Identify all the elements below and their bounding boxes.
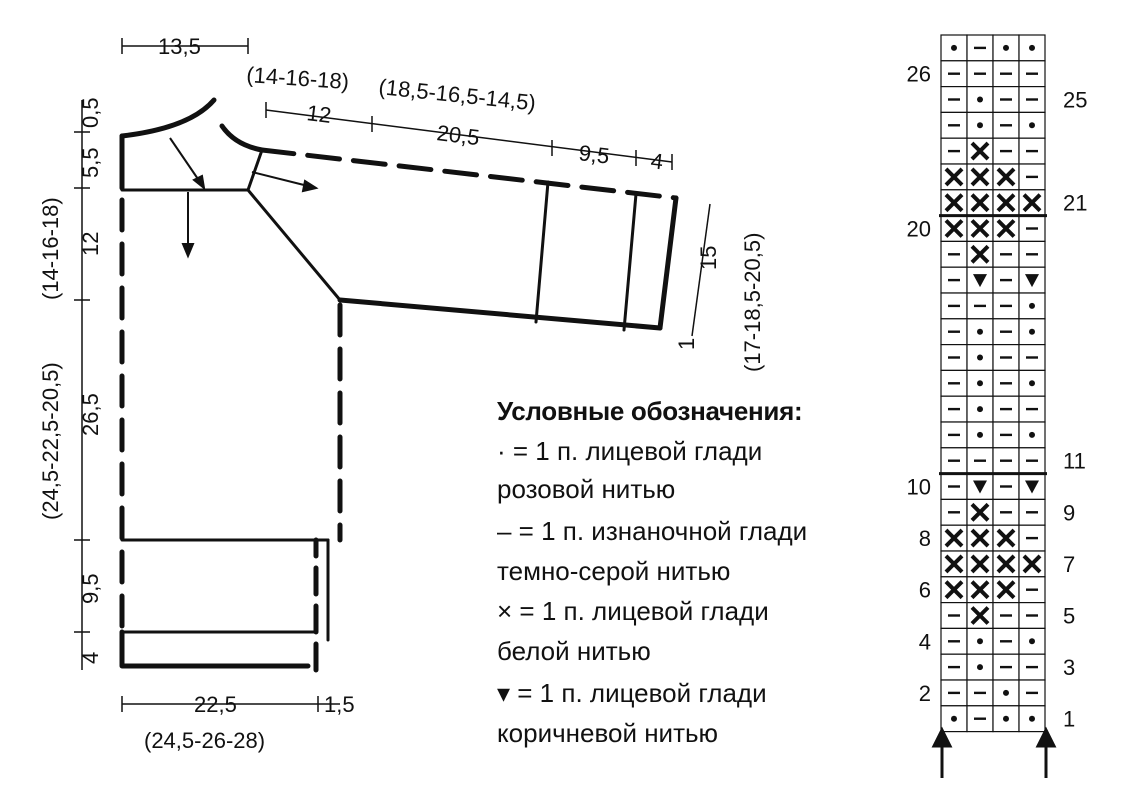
dim-left-12: 12 — [78, 231, 103, 256]
dim-cuff-1: 1 — [674, 337, 699, 350]
dim-neck-width: 13,5 — [158, 34, 201, 59]
pink-knit-dot — [1003, 690, 1009, 696]
dim-left-26-5: 26,5 — [78, 393, 103, 436]
dim-left-4: 4 — [78, 651, 103, 664]
chart-row-label-9: 9 — [1063, 500, 1076, 526]
legend-line-2: розовой нитью — [497, 474, 676, 504]
pink-knit-dot — [977, 355, 983, 361]
chart-arrows — [934, 730, 1054, 778]
chart-row-label-10: 10 — [906, 474, 931, 500]
pink-knit-dot — [977, 638, 983, 644]
dim-sleeve-12: 12 — [305, 100, 333, 128]
chart-row-label-1: 1 — [1063, 706, 1076, 732]
dim-left-sizes-top: (14-16-18) — [38, 197, 63, 300]
pink-knit-dot — [1029, 716, 1035, 722]
chart-row-label-6: 6 — [918, 577, 931, 603]
legend-line-6: белой нитью — [497, 636, 651, 666]
pink-knit-dot — [977, 329, 983, 335]
stitch-chart — [939, 35, 1047, 732]
pink-knit-dot — [977, 97, 983, 103]
pink-knit-dot — [1029, 329, 1035, 335]
dim-cuff-sizes: (17-18,5-20,5) — [740, 232, 765, 372]
legend-line-4: темно-серой нитью — [497, 556, 731, 586]
neck-curve-left — [122, 100, 214, 136]
dim-left-9-5: 9,5 — [78, 573, 103, 604]
legend-line-7: ▾ = 1 п. лицевой глади — [497, 678, 767, 708]
legend-line-1: · = 1 п. лицевой глади — [497, 436, 763, 466]
pink-knit-dot — [951, 716, 957, 722]
pink-knit-dot — [977, 122, 983, 128]
pink-knit-dot — [1029, 638, 1035, 644]
raglan-upper — [248, 150, 262, 190]
dim-bottom-sizes: (24,5-26-28) — [144, 728, 266, 753]
dim-bottom-1-5: 1,5 — [324, 692, 355, 717]
sleeve-bottom-edge — [340, 300, 660, 328]
sleeve-piece — [262, 150, 676, 330]
chart-row-label-5: 5 — [1063, 603, 1076, 629]
dim-sleeve-4: 4 — [649, 148, 665, 175]
dim-bottom-22-5: 22,5 — [194, 692, 237, 717]
legend-title: Условные обозначения: — [497, 396, 803, 426]
neck-curve-right — [222, 126, 262, 150]
chart-row-label-20: 20 — [906, 216, 931, 242]
pink-knit-dot — [951, 45, 957, 51]
chart-row-label-2: 2 — [918, 680, 931, 706]
sleeve-top-dashed — [262, 150, 676, 198]
pink-knit-dot — [1029, 432, 1035, 438]
sleeve-line-1 — [536, 182, 548, 322]
pink-knit-dot — [977, 432, 983, 438]
dim-left-5-5: 5,5 — [78, 147, 103, 178]
dim-sleeve-9-5: 9,5 — [577, 140, 611, 169]
pink-knit-dot — [1029, 303, 1035, 309]
pink-knit-dot — [1029, 122, 1035, 128]
dim-sleeve-20-5: 20,5 — [435, 120, 481, 151]
pink-knit-dot — [977, 406, 983, 412]
chart-row-label-26: 26 — [906, 61, 931, 87]
chart-row-label-25: 25 — [1063, 87, 1088, 113]
dim-sleeve-sizes-b: (18,5-16,5-14,5) — [377, 74, 537, 116]
pink-knit-dot — [1029, 45, 1035, 51]
pink-knit-dot — [1029, 380, 1035, 386]
raglan-line — [248, 190, 340, 300]
chart-row-label-7: 7 — [1063, 551, 1076, 577]
chart-row-label-3: 3 — [1063, 655, 1076, 681]
dim-left-0-5: 0,5 — [78, 97, 103, 128]
legend-line-5: × = 1 п. лицевой глади — [497, 596, 769, 626]
chart-row-label-21: 21 — [1063, 190, 1088, 216]
dim-sleeve-sizes-a: (14-16-18) — [245, 62, 350, 95]
dim-cuff-15: 15 — [696, 245, 721, 270]
dim-left-sizes-mid: (24,5-22,5-20,5) — [38, 362, 63, 520]
sleeve-line-2 — [624, 194, 636, 330]
sleeve-cuff-end — [660, 198, 676, 328]
chart-row-label-4: 4 — [918, 629, 931, 655]
legend-line-3: – = 1 п. изнаночной глади — [497, 516, 808, 546]
legend-line-8: коричневой нитью — [497, 718, 719, 748]
pink-knit-dot — [977, 380, 983, 386]
pink-knit-dot — [1003, 45, 1009, 51]
dimension-labels — [38, 34, 765, 753]
body-bottom-edge — [122, 632, 308, 666]
pink-knit-dot — [1003, 716, 1009, 722]
chart-row-label-8: 8 — [918, 526, 931, 552]
chart-row-label-11: 11 — [1063, 448, 1086, 474]
pink-knit-dot — [977, 664, 983, 670]
